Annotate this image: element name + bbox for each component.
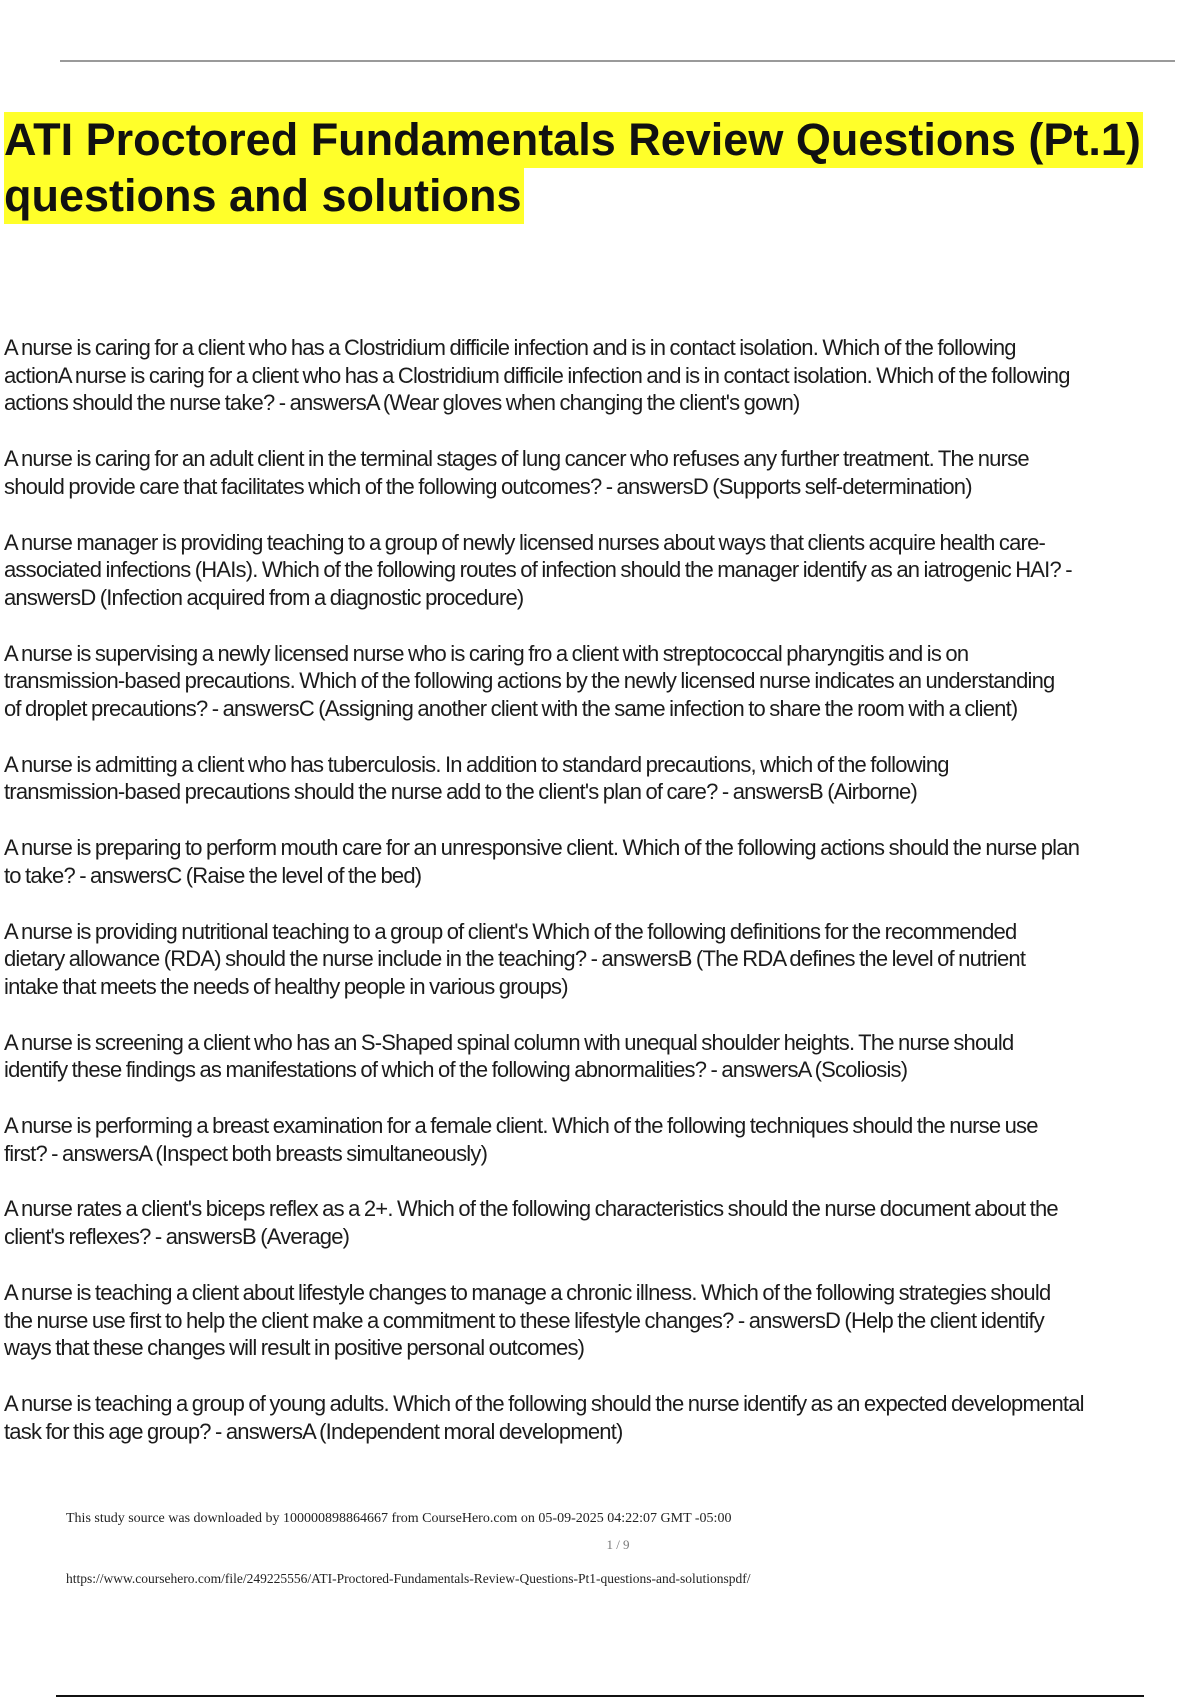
top-rule: [60, 60, 1175, 62]
question-item: A nurse is admitting a client who has tuberculosis. In addition to standard precautions, which of the following transmission-based precautions should the nurse add to the client's plan of care? - answersB (Airborne): [4, 751, 949, 805]
page-indicator: 1 / 9: [606, 1537, 630, 1552]
question-item: A nurse is providing nutritional teaching to a group of client's Which of the following definitions for the recommended dietary allowance (RDA) should the nurse include in the teaching? - answersB (The RDA defines the level of nutrient intake that meets the needs of healthy people in various groups): [4, 918, 1026, 999]
question-item: A nurse is screening a client who has an S-Shaped spinal column with unequal shoulder heights. The nurse should identify these findings as manifestations of which of the following abnormalities? - answersA (Scoliosis): [4, 1029, 1014, 1083]
question-item: A nurse is teaching a client about lifestyle changes to manage a chronic illness. Which of the following strategies should the nurse use first to help the client make a commitment to these lifestyle changes? - answersD (Help the client identify ways that these changes will result in positive personal outcomes): [4, 1279, 1051, 1361]
question-item: A nurse is caring for an adult client in the terminal stages of lung cancer who refuses any further treatment. The nurse should provide care that facilitates which of the following outcomes? - answersD (Supports self-determination): [4, 446, 1029, 499]
question-item: A nurse is supervising a newly licensed nurse who is caring fro a client with streptococcal pharyngitis and is on transmission-based precautions. Which of the following actions by the newly licensed nurse indicates an understanding of droplet precautions? - answersC (Assigning another client with the same infection to share the room with a client): [4, 640, 1055, 722]
question-item: A nurse rates a client's biceps reflex as a 2+. Which of the following characteristics should the nurse document about the client's reflexes? - answersB (Average): [4, 1196, 1058, 1250]
download-source-note: This study source was downloaded by 100000898864667 from CourseHero.com on 05-09-2025 04:22:07 GMT -05:00: [66, 1511, 732, 1526]
question-item: A nurse is teaching a group of young adults. Which of the following should the nurse identify as an expected developmental task for this age group? - answersA (Independent moral development): [4, 1390, 1084, 1444]
source-url: https://www.coursehero.com/file/249225556/ATI-Proctored-Fundamentals-Review-Questions-Pt1-questions-and-solutionspdf/: [66, 1571, 751, 1586]
question-item: A nurse is performing a breast examination for a female client. Which of the following techniques should the nurse use first? - answersA (Inspect both breasts simultaneously): [4, 1113, 1038, 1166]
title-line-2: questions and solutions: [4, 168, 524, 224]
question-item: A nurse is preparing to perform mouth care for an unresponsive client. Which of the following actions should the nurse plan to take? - answersC (Raise the level of the bed): [4, 835, 1080, 888]
question-list: [4, 334, 1200, 1473]
question-item: A nurse is caring for a client who has a Clostridium difficile infection and is in contact isolation. Which of the following actionA nurse is caring for a client who has a Clostridium difficile infection and is in contact isolation. Which of the following actions should the nurse take? - answersA (Wear gloves when changing the client's gown): [4, 335, 1070, 416]
question-item: A nurse manager is providing teaching to a group of newly licensed nurses about ways that clients acquire health care- associated infections (HAIs). Which of the following routes of infection should the manager identify as an iatrogenic HAI? - answersD (Infection acquired from a diagnostic procedure): [4, 529, 1072, 610]
title-line-1: ATI Proctored Fundamentals Review Questions (Pt.1): [4, 112, 1143, 168]
document-title: [4, 112, 1200, 224]
bottom-rule: [56, 1695, 1144, 1697]
